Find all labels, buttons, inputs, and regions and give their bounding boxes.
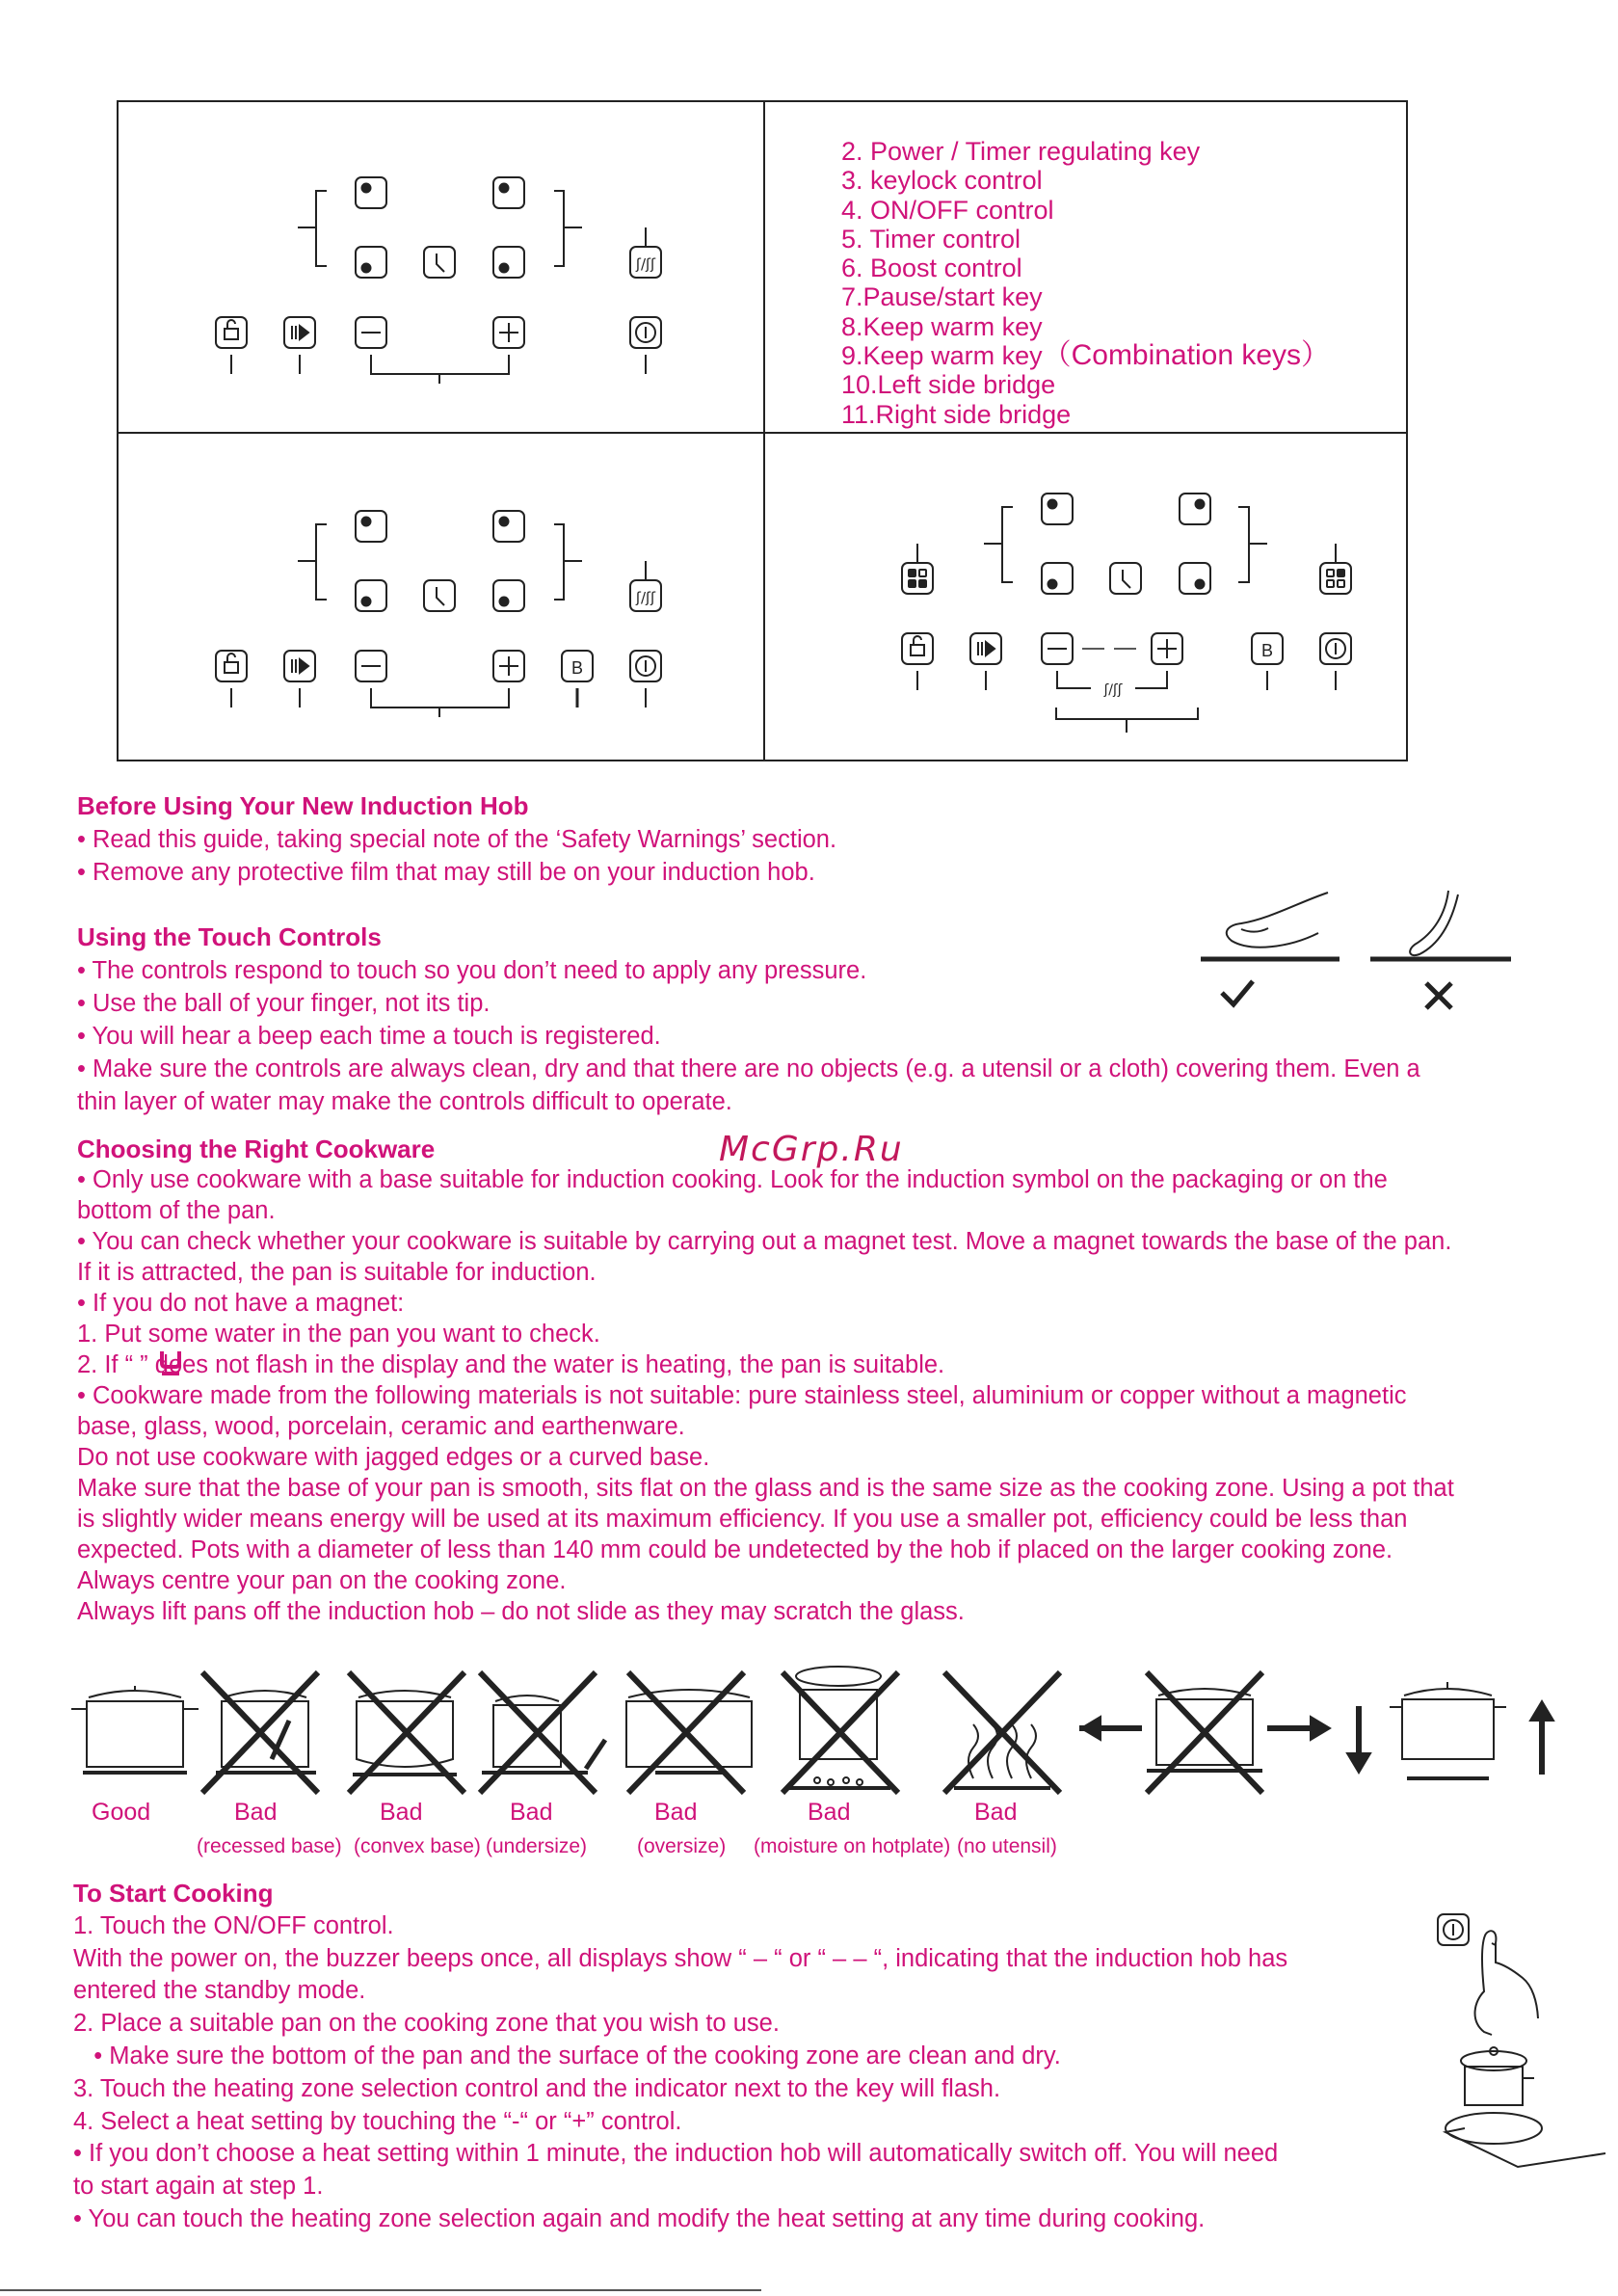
boost-key-icon — [562, 651, 593, 681]
plus-key-icon — [493, 651, 524, 681]
pause-start-key-icon — [284, 317, 315, 348]
keylock-key-icon — [216, 651, 247, 681]
zone-key-icon — [356, 580, 386, 611]
legend-item: 7.Pause/start key — [841, 282, 1043, 312]
arrow-up-icon — [1530, 1701, 1553, 1775]
keylock-key-icon — [902, 633, 933, 664]
paragraph-line: • You can touch the heating zone selection again and modify the heat setting at any time during cooking. — [73, 2204, 1206, 2232]
paragraph-line: • If you do not have a magnet: — [77, 1290, 405, 1317]
on-off-key-icon — [1320, 633, 1351, 664]
minus-key-icon — [1042, 633, 1073, 664]
paragraph-line: • You can check whether your cookware is suitable by carrying out a magnet test. Move a magnet towards the base of the pan. — [77, 1228, 1452, 1255]
paragraph-line: • Make sure the controls are always clean, dry and that there are no objects (e.g. a utensil or a cloth) covering them. Even a — [77, 1055, 1420, 1082]
control-panel-b — [119, 434, 762, 761]
timer-key-icon — [424, 247, 455, 278]
keep-warm-key-icon — [630, 247, 661, 278]
legend-item: 10.Left side bridge — [841, 370, 1056, 400]
pan-sublabel: (moisture on hotplate) — [754, 1835, 951, 1857]
key-legend — [841, 137, 1330, 429]
paragraph-line: 4. Select a heat setting by touching the “-“ or “+” control. — [73, 2107, 682, 2135]
zone-key-icon — [1042, 563, 1073, 594]
zone-key-icon — [356, 247, 386, 278]
arrow-right-icon — [1267, 1717, 1330, 1740]
svg-text:ʃ/ʃʃ: ʃ/ʃʃ — [1103, 682, 1123, 698]
legend-item-row — [841, 341, 1330, 370]
good-pan-icon — [71, 1686, 199, 1773]
section-before-using — [77, 790, 1600, 888]
section-start-cooking — [73, 1878, 1596, 2236]
paragraph-line: • Make sure the bottom of the pan and the surface of the cooking zone are clean and dry. — [73, 2042, 1061, 2069]
pan-sublabel: (undersize) — [486, 1835, 588, 1857]
paragraph-line: bottom of the pan. — [77, 1197, 276, 1224]
zone-key-icon — [356, 511, 386, 542]
boost-key-icon — [1252, 633, 1283, 664]
watermark: McGrp.Ru — [719, 1130, 904, 1169]
paragraph-line: Make sure that the base of your pan is smooth, sits flat on the glass and is the same size as the cooking zone. Using a pot that — [77, 1475, 1454, 1502]
convex-base-pan-icon — [349, 1672, 464, 1793]
section-title: To Start Cooking — [73, 1879, 274, 1908]
pan-label-bad: Bad — [974, 1799, 1018, 1826]
bridge-key-icon — [902, 563, 933, 594]
legend-item: 9.Keep warm key — [841, 341, 1043, 371]
zone-key-icon — [356, 177, 386, 208]
section-title: Before Using Your New Induction Hob — [77, 791, 529, 820]
pause-start-key-icon — [284, 651, 315, 681]
pan-label-bad: Bad — [654, 1799, 698, 1826]
paragraph-line: If it is attracted, the pan is suitable for induction. — [77, 1259, 597, 1286]
lifted-pan-icon — [1390, 1682, 1506, 1778]
legend-item: 3. keylock control — [841, 166, 1043, 196]
zone-key-icon — [1042, 494, 1073, 524]
timer-key-icon — [1110, 563, 1141, 594]
pan-sublabel: (no utensil) — [957, 1835, 1057, 1857]
paragraph-line: • Cookware made from the following materials is not suitable: pure stainless steel, aluminium or copper without a magnetic — [77, 1382, 1407, 1409]
timer-key-icon — [424, 580, 455, 611]
minus-key-icon — [356, 651, 386, 681]
paragraph-line: Always centre your pan on the cooking zone. — [77, 1567, 567, 1594]
paragraph-line: • If you don’t choose a heat setting within 1 minute, the induction hob will automatically switch off. You will need — [73, 2140, 1279, 2168]
no-utensil-icon — [944, 1672, 1060, 1793]
oversize-pan-icon — [626, 1672, 752, 1793]
section-cookware — [77, 1134, 1600, 1627]
arrow-left-icon — [1079, 1717, 1142, 1740]
section-title: Using the Touch Controls — [77, 922, 382, 951]
legend-item: 4. ON/OFF control — [841, 195, 1054, 225]
pan-label-good: Good — [92, 1799, 151, 1826]
minus-key-icon — [356, 317, 386, 348]
zone-key-icon — [493, 177, 524, 208]
pause-start-key-icon — [970, 633, 1001, 664]
pan-sublabel: (recessed base) — [197, 1835, 342, 1857]
finger-touch-illustration — [1193, 885, 1521, 1020]
undersize-pan-icon — [480, 1672, 605, 1793]
pan-sublabel: (convex base) — [354, 1835, 481, 1857]
paragraph-line: to start again at step 1. — [73, 2173, 324, 2201]
pan-sublabel: (oversize) — [637, 1835, 727, 1857]
zone-key-icon — [1180, 563, 1210, 594]
on-off-key-icon — [630, 651, 661, 681]
legend-item: 6. Boost control — [841, 254, 1022, 283]
paragraph-line: • Read this guide, taking special note of the ‘Safety Warnings’ section. — [77, 826, 837, 853]
svg-text:ʃ/ʃʃ: ʃ/ʃʃ — [635, 255, 656, 273]
sliding-pan-icon — [1147, 1672, 1262, 1793]
svg-text:ʃ/ʃʃ: ʃ/ʃʃ — [635, 589, 656, 606]
control-panel-c — [765, 434, 1408, 761]
keep-warm-key-icon — [630, 580, 661, 611]
paragraph-line: 3. Touch the heating zone selection control and the indicator next to the key will flash. — [73, 2074, 1001, 2102]
legend-item: 8.Keep warm key — [841, 311, 1043, 341]
paragraph-line: • You will hear a beep each time a touch is registered. — [77, 1023, 661, 1050]
paragraph-line: 1. Touch the ON/OFF control. — [73, 1911, 394, 1939]
paragraph-line: expected. Pots with a diameter of less than 140 mm could be undetected by the hob if placed on the larger cooking zone. — [77, 1536, 1393, 1563]
paragraph-line: • Use the ball of your finger, not its tip. — [77, 990, 491, 1017]
zone-key-icon — [493, 511, 524, 542]
legend-item: 11.Right side bridge — [841, 399, 1072, 429]
keylock-key-icon — [216, 317, 247, 348]
pan-label-bad: Bad — [380, 1799, 423, 1826]
paragraph-line: • The controls respond to touch so you don’t need to apply any pressure. — [77, 957, 867, 984]
pan-label-bad: Bad — [234, 1799, 278, 1826]
zone-key-icon — [493, 580, 524, 611]
paragraph-line: Do not use cookware with jagged edges or a curved base. — [77, 1444, 710, 1471]
plus-key-icon — [493, 317, 524, 348]
footer-divider — [0, 2289, 761, 2291]
moisture-on-hotplate-icon — [782, 1667, 898, 1793]
pans-illustration — [67, 1663, 1571, 1807]
bridge-key-icon — [1320, 563, 1351, 594]
paragraph-line: • Only use cookware with a base suitable for induction cooking. Look for the induction symbol on the packaging or on the — [77, 1166, 1388, 1193]
boost-key-label: B — [1260, 641, 1274, 660]
control-panel-a — [119, 102, 1331, 430]
zone-key-icon — [1180, 494, 1210, 524]
keep-warm-combo-icon — [1103, 682, 1123, 698]
paragraph-line: 2. If “ ” does not flash in the display and the water is heating, the pan is suitable. — [77, 1351, 945, 1378]
paragraph-line: With the power on, the buzzer beeps once, all displays show “ – “ or “ – – “, indicating that the induction hob has — [73, 1944, 1288, 1972]
start-cooking-illustration — [1426, 1905, 1609, 2175]
control-panel-diagram-grid — [117, 100, 1408, 761]
paragraph-line: thin layer of water may make the controls difficult to operate. — [77, 1088, 732, 1115]
pan-label-bad: Bad — [510, 1799, 553, 1826]
paragraph-line: • Remove any protective film that may still be on your induction hob. — [77, 859, 815, 886]
arrow-down-icon — [1347, 1706, 1370, 1773]
zone-key-icon — [493, 247, 524, 278]
paragraph-line: is slightly wider means energy will be used at its maximum efficiency. If you use a smaller pot, efficiency could be less than — [77, 1506, 1408, 1533]
paragraph-line: 1. Put some water in the pan you want to check. — [77, 1321, 600, 1348]
on-off-key-icon — [630, 317, 661, 348]
combination-keys-note: （Combination keys） — [1042, 339, 1331, 372]
pan-label-bad: Bad — [808, 1799, 851, 1826]
paragraph-line: entered the standby mode. — [73, 1977, 366, 2005]
pot-on-hob-icon — [1446, 2047, 1605, 2167]
pan-not-detected-icon — [158, 1348, 183, 1376]
recessed-base-pan-icon — [202, 1672, 318, 1793]
paragraph-line: base, glass, wood, porcelain, ceramic and earthenware. — [77, 1413, 685, 1440]
paragraph-line: Always lift pans off the induction hob – do not slide as they may scratch the glass. — [77, 1598, 965, 1625]
plus-key-icon — [1152, 633, 1182, 664]
boost-key-label: B — [570, 658, 584, 678]
paragraph-line: 2. Place a suitable pan on the cooking zone that you wish to use. — [73, 2010, 780, 2038]
section-title: Choosing the Right Cookware — [77, 1135, 436, 1163]
legend-item: 5. Timer control — [841, 224, 1021, 254]
on-off-key-icon — [1438, 1914, 1469, 1945]
legend-item: 2. Power / Timer regulating key — [841, 137, 1201, 166]
